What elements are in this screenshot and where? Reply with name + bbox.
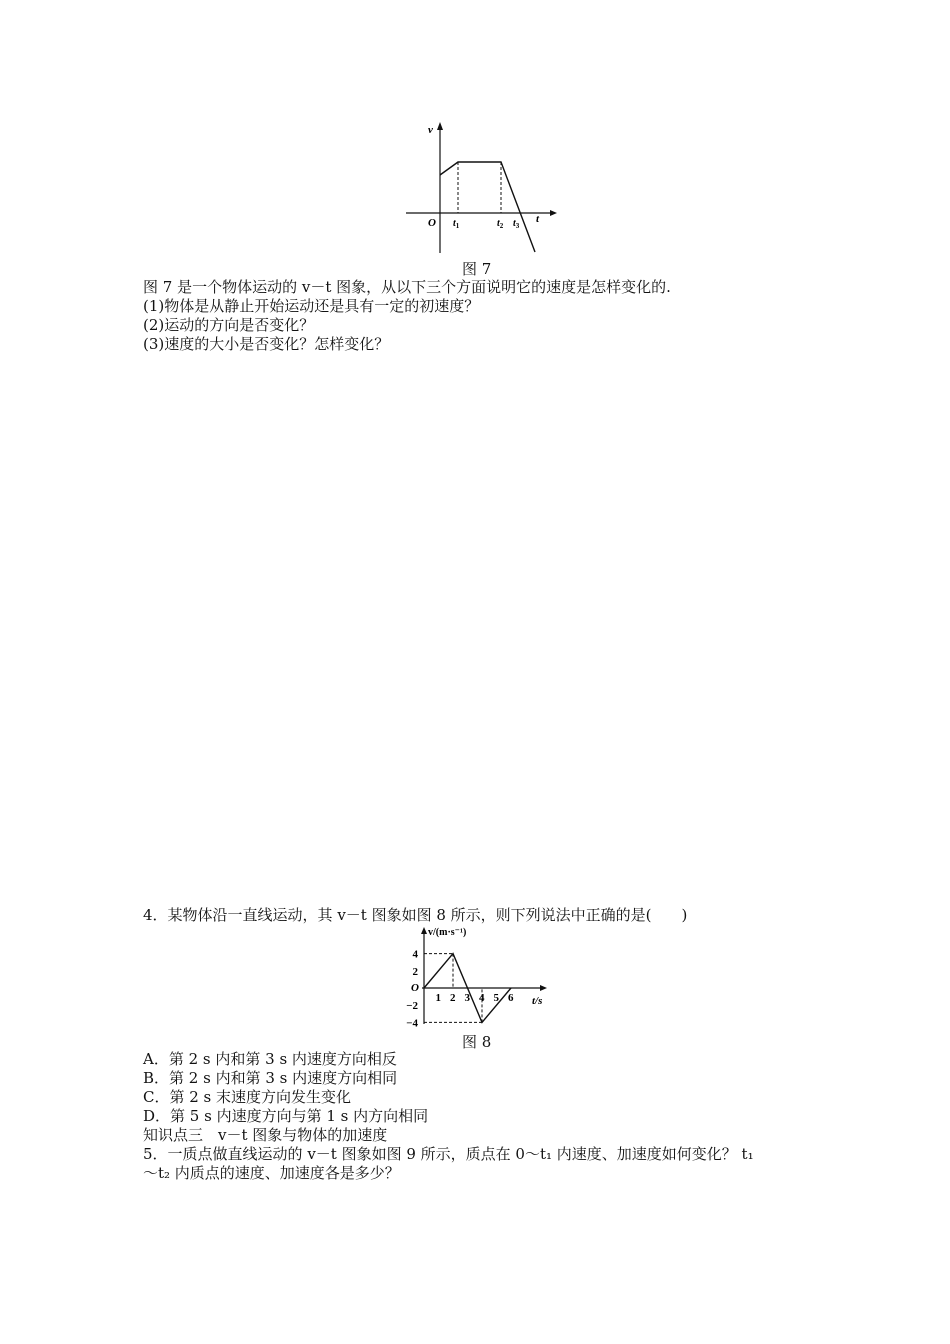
fig7-t-label: t: [536, 213, 540, 225]
fig7-t2-label: $t_2$: [497, 218, 504, 230]
q3-sub1: (1)物体是从静止开始运动还是具有一定的初速度？: [143, 297, 480, 315]
section-3-title: 知识点三 v－t 图象与物体的加速度: [143, 1126, 388, 1144]
fig7-t3-label: $t_3$: [513, 218, 520, 230]
figure-7-graph: [400, 118, 560, 258]
q4-option-a: A．第 2 s 内和第 3 s 内速度方向相反: [143, 1050, 397, 1068]
figure-7-caption: 图 7: [462, 260, 492, 278]
fig7-v-arrow: [437, 122, 443, 130]
q5-line-1: 5．一质点做直线运动的 v－t 图象如图 9 所示，质点在 0～t₁ 内速度、加速度如何变化？ t₁: [143, 1145, 754, 1163]
fig8-x-tick-label: 6: [508, 992, 514, 1004]
q4-option-c: C．第 2 s 末速度方向发生变化: [143, 1088, 352, 1106]
fig8-y-tick-label: 2: [412, 965, 418, 978]
figure-8-chart: [380, 924, 560, 1032]
fig8-y-arrow: [421, 927, 427, 934]
fig7-v-label: v: [428, 124, 433, 136]
fig8-y-tick-label: −2: [406, 1000, 418, 1013]
fig8-x-tick-label: 3: [464, 992, 470, 1004]
fig8-y-tick-label: 4: [412, 948, 418, 961]
fig8-y-tick-label: −4: [406, 1017, 418, 1030]
fig7-origin: O: [428, 217, 436, 229]
fig8-x-label: t/s: [532, 995, 543, 1007]
fig8-x-tick-label: 4: [479, 992, 485, 1004]
fig8-y-label: v/(m·s⁻¹): [428, 927, 467, 938]
fig8-x-tick-label: 5: [493, 992, 499, 1004]
figure-8-caption: 图 8: [462, 1033, 492, 1051]
q5-line-2: ～t₂ 内质点的速度、加速度各是多少？: [143, 1164, 400, 1182]
fig8-origin: O: [411, 982, 419, 994]
fig8-x-tick-label: 2: [450, 992, 456, 1004]
fig7-t-arrow: [550, 210, 557, 216]
fig8-x-arrow: [540, 985, 547, 991]
q3-sub2: (2)运动的方向是否变化？: [143, 316, 315, 334]
fig7-velocity-curve: [440, 162, 535, 252]
fig7-t1-label: $t_1$: [453, 218, 460, 230]
q3-sub3: (3)速度的大小是否变化？怎样变化？: [143, 335, 390, 353]
q4-option-d: D．第 5 s 内速度方向与第 1 s 内方向相同: [143, 1107, 429, 1125]
q4-stem: 4．某物体沿一直线运动，其 v－t 图象如图 8 所示，则下列说法中正确的是( ): [143, 906, 688, 924]
q4-option-b: B．第 2 s 内和第 3 s 内速度方向相同: [143, 1069, 398, 1087]
q3-intro: 图 7 是一个物体运动的 v－t 图象，从以下三个方面说明它的速度是怎样变化的.: [143, 278, 671, 296]
fig8-x-tick-label: 1: [435, 992, 441, 1004]
